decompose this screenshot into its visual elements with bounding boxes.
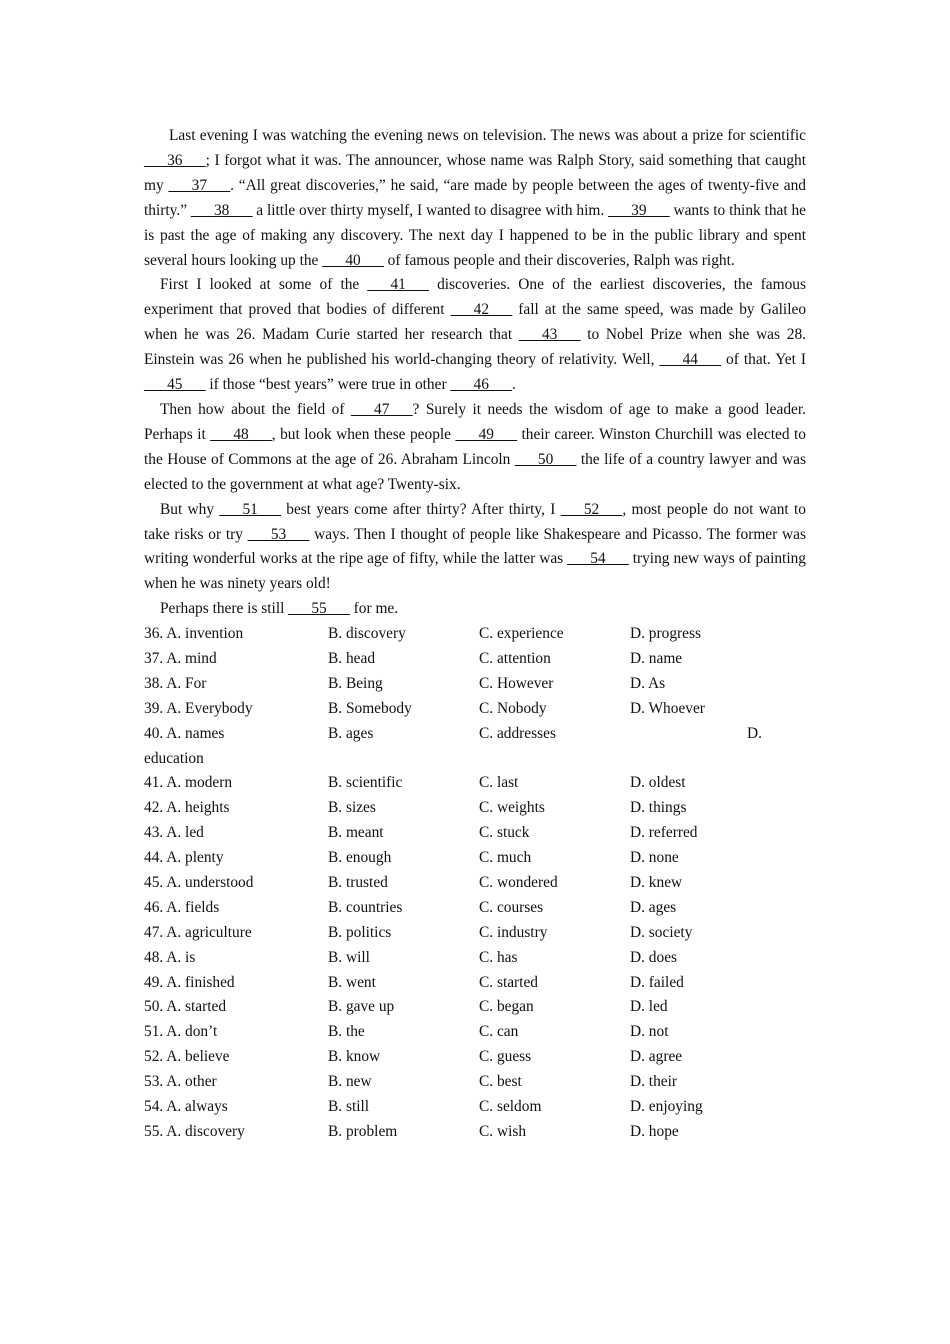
blank-number: ___53___ <box>247 525 310 543</box>
blank-number: ___45___ <box>144 376 206 394</box>
question-row <box>144 821 806 846</box>
passage-text: of famous people and their discoveries, Ralph was right. <box>383 251 735 269</box>
option-a: 36. A. invention <box>144 625 244 643</box>
option-a: 38. A. For <box>144 674 207 692</box>
question-row <box>144 1095 806 1120</box>
option-c: C. guess <box>479 1048 532 1066</box>
passage-text: best years come after thirty? After thirty, I <box>280 500 561 518</box>
question-row <box>144 796 806 821</box>
option-a: 41. A. modern <box>144 774 233 792</box>
passage-text: the life of a country lawyer and was elected to the government at what age? Twenty-six. <box>144 450 806 493</box>
option-c: C. industry <box>479 923 548 941</box>
cloze-passage <box>144 124 806 622</box>
blank-number: ___40___ <box>322 251 384 269</box>
option-b: B. gave up <box>328 998 395 1016</box>
option-a: 52. A. believe <box>144 1048 230 1066</box>
option-c: C. attention <box>479 650 551 668</box>
option-b: B. politics <box>328 923 392 941</box>
option-a: 43. A. led <box>144 824 204 842</box>
blank-number: ___43___ <box>518 326 581 344</box>
option-a: 44. A. plenty <box>144 849 224 867</box>
blank-number: ___46___ <box>450 376 512 394</box>
option-b: B. problem <box>328 1122 398 1140</box>
passage-text: . <box>512 376 516 394</box>
question-row <box>144 946 806 971</box>
option-a: 39. A. Everybody <box>144 699 253 717</box>
passage-text: if those “best years” were true in other <box>205 376 451 394</box>
option-b: B. scientific <box>328 774 403 792</box>
passage-text: wants to think that he is past the age of making any discovery. The next day I happened to be in the public library and spent several hours looking up the <box>144 201 807 269</box>
passage-text: But why <box>160 500 220 518</box>
question-row <box>144 647 806 672</box>
option-c: C. weights <box>479 799 545 817</box>
passage-paragraph <box>144 273 806 398</box>
passage-text: a little over thirty myself, I wanted to disagree with him. <box>252 201 609 219</box>
question-row <box>144 921 806 946</box>
option-d: D. their <box>630 1073 678 1091</box>
option-c: C. wish <box>479 1122 527 1140</box>
passage-text: , but look when these people <box>271 425 456 443</box>
question-row <box>144 846 806 871</box>
blank-number: ___52___ <box>560 500 623 518</box>
option-d: D. knew <box>630 874 683 892</box>
option-a: 47. A. agriculture <box>144 923 252 941</box>
option-a: 37. A. mind <box>144 650 217 668</box>
option-d: D. not <box>630 1023 669 1041</box>
option-d: D. enjoying <box>630 1098 703 1116</box>
passage-text: ; I forgot what it was. The announcer, whose name was Ralph Story, said something that caught my <box>144 151 806 194</box>
passage-text: fall at the same speed, was made by Galileo when he was 26. Madam Curie started her research that <box>144 301 807 344</box>
option-c: C. courses <box>479 898 544 916</box>
option-a: 46. A. fields <box>144 898 220 916</box>
passage-text: to Nobel Prize when she was 28. Einstein was 26 when he published his world-changing theory of relativity. Well, <box>144 326 806 369</box>
option-d: D. As <box>630 674 666 692</box>
passage-paragraph <box>144 124 806 273</box>
blank-number: ___39___ <box>608 201 670 219</box>
option-d: D. ages <box>630 898 677 916</box>
option-b: B. sizes <box>328 799 376 817</box>
option-d: D. none <box>630 849 679 867</box>
passage-paragraph <box>144 498 806 598</box>
document-page <box>144 124 806 1145</box>
option-a: 49. A. finished <box>144 973 235 991</box>
blank-number: ___42___ <box>450 301 513 319</box>
passage-text: their career. Winston Churchill was elected to the House of Commons at the age of 26. Abraham Lincoln <box>144 425 806 468</box>
option-d: D. name <box>630 650 683 668</box>
question-row <box>144 1070 806 1095</box>
option-d: D. led <box>630 998 668 1016</box>
option-b: B. Being <box>328 674 383 692</box>
option-d: D. oldest <box>630 774 686 792</box>
option-d: D. agree <box>630 1048 683 1066</box>
blank-number: ___51___ <box>219 500 281 518</box>
passage-text: discoveries. One of the earliest discoveries, the famous experiment that proved that bodies of different <box>144 276 806 319</box>
passage-text: , most people do not want to take risks or try <box>144 500 806 543</box>
option-c: C. seldom <box>479 1098 542 1116</box>
option-b: B. meant <box>328 824 384 842</box>
passage-text: First I looked at some of the <box>160 276 368 294</box>
passage-text: trying new ways of painting when he was ninety years old! <box>144 550 806 593</box>
option-c: C. has <box>479 948 518 966</box>
option-c: C. Nobody <box>479 699 547 717</box>
option-b: B. Somebody <box>328 699 412 717</box>
blank-number: ___36___ <box>144 151 206 169</box>
passage-text: . “All great discoveries,” he said, “are made by people between the ages of twenty-five and thirty.” <box>144 176 806 219</box>
option-d: D. things <box>630 799 687 817</box>
option-a: 55. A. discovery <box>144 1122 245 1140</box>
option-b: B. head <box>328 650 376 668</box>
option-a: 48. A. is <box>144 948 196 966</box>
option-a: 50. A. started <box>144 998 227 1016</box>
question-row <box>144 1120 806 1145</box>
option-d: D. Whoever <box>630 699 705 717</box>
option-b: B. enough <box>328 849 392 867</box>
option-d: D. failed <box>630 973 684 991</box>
blank-number: ___54___ <box>567 550 629 568</box>
option-b: B. trusted <box>328 874 388 892</box>
option-c: C. much <box>479 849 532 867</box>
passage-paragraph <box>144 398 806 498</box>
option-b: B. discovery <box>328 625 406 643</box>
option-d: D. referred <box>630 824 698 842</box>
answer-options <box>144 622 806 1145</box>
option-d: D. does <box>630 948 678 966</box>
passage-text: of that. Yet I <box>721 351 806 369</box>
blank-number: ___38___ <box>190 201 253 219</box>
passage-text: for me. <box>349 600 399 618</box>
option-c: C. can <box>479 1023 519 1041</box>
question-row <box>144 771 806 796</box>
question-row <box>144 1045 806 1070</box>
blank-number: ___50___ <box>514 450 577 468</box>
option-b: B. went <box>328 973 376 991</box>
option-a: 42. A. heights <box>144 799 230 817</box>
question-row <box>144 896 806 921</box>
option-c: C. However <box>479 674 554 692</box>
option-d: D. progress <box>630 625 701 643</box>
blank-number: ___49___ <box>455 425 518 443</box>
option-a: 40. A. names <box>144 724 225 742</box>
blank-number: ___41___ <box>367 276 429 294</box>
blank-number: ___55___ <box>288 600 350 618</box>
passage-text: ? Surely it needs the wisdom of age to make a good leader. Perhaps it <box>144 400 806 443</box>
option-c: C. wondered <box>479 874 558 892</box>
question-row <box>144 995 806 1020</box>
option-b: B. the <box>328 1023 365 1041</box>
blank-number: ___48___ <box>210 425 272 443</box>
option-c: C. addresses <box>479 724 556 742</box>
question-row <box>144 1020 806 1045</box>
option-b: B. new <box>328 1073 372 1091</box>
question-row <box>144 871 806 896</box>
option-d: D. society <box>630 923 693 941</box>
passage-text: ways. Then I thought of people like Shakespeare and Picasso. The former was writing wonderful works at the ripe age of fifty, while the latter was <box>144 525 806 568</box>
option-a: 45. A. understood <box>144 874 254 892</box>
option-b: B. still <box>328 1098 370 1116</box>
option-c: C. experience <box>479 625 564 643</box>
option-c: C. last <box>479 774 519 792</box>
option-c: C. best <box>479 1073 522 1091</box>
option-a: 54. A. always <box>144 1098 228 1116</box>
option-b: B. know <box>328 1048 381 1066</box>
question-row <box>144 722 806 747</box>
blank-number: ___47___ <box>350 400 413 418</box>
option-d-continued: education <box>144 749 204 767</box>
blank-number: ___44___ <box>659 351 722 369</box>
option-d: D. hope <box>630 1122 679 1140</box>
question-row <box>144 672 806 697</box>
question-row <box>144 622 806 647</box>
question-row <box>144 697 806 722</box>
option-b: B. countries <box>328 898 403 916</box>
option-c: C. started <box>479 973 538 991</box>
passage-text: Last evening I was watching the evening news on television. The news was about a prize for scientific <box>169 127 806 144</box>
option-a: 51. A. don’t <box>144 1023 218 1041</box>
option-c: C. began <box>479 998 534 1016</box>
option-d: D. <box>747 724 762 742</box>
blank-number: ___37___ <box>168 176 231 194</box>
option-b: B. will <box>328 948 370 966</box>
question-row <box>144 971 806 996</box>
passage-text: Perhaps there is still <box>160 600 289 618</box>
passage-paragraph <box>144 597 806 622</box>
passage-text: Then how about the field of <box>160 400 351 418</box>
option-a: 53. A. other <box>144 1073 217 1091</box>
option-b: B. ages <box>328 724 374 742</box>
option-c: C. stuck <box>479 824 530 842</box>
